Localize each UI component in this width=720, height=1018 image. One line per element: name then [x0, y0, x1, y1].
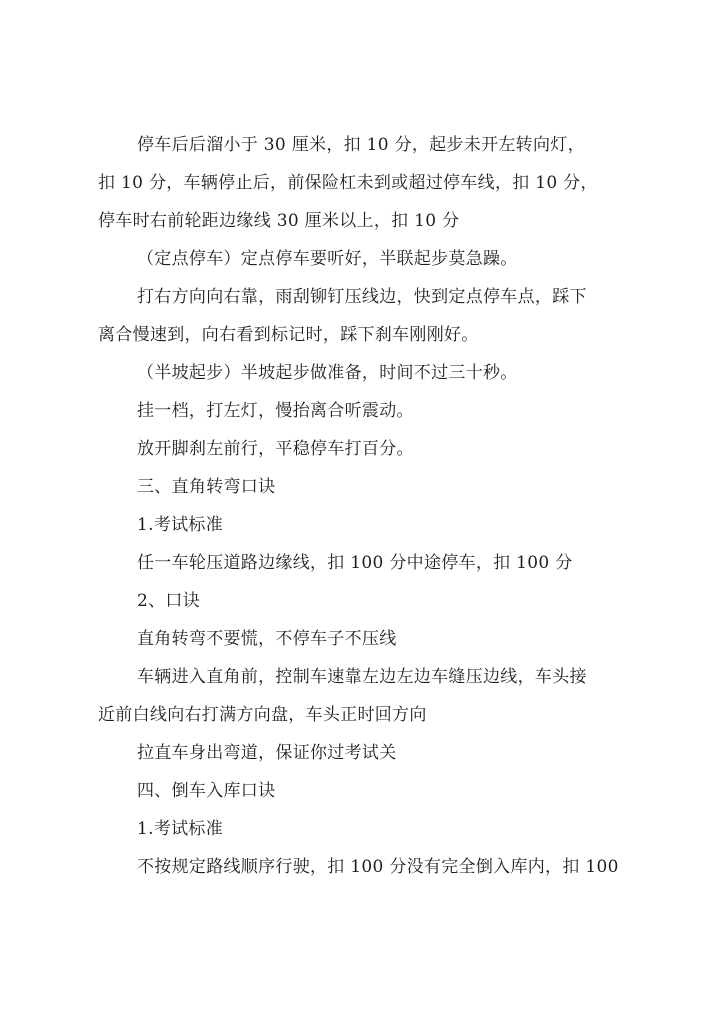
text-line-7: （半坡起步）半坡起步做准备，时间不过三十秒。	[137, 363, 518, 383]
text-line-12: 任一车轮压道路边缘线，扣 100 分中途停车，扣 100 分	[137, 553, 573, 573]
text-line-6: 离合慢速到，向右看到标记时，踩下刹车刚刚好。	[98, 325, 479, 345]
text-line-20: 不按规定路线顺序行驶，扣 100 分没有完全倒入库内，扣 100	[137, 857, 619, 877]
text-line-16: 近前白线向右打满方向盘，车头正时回方向	[98, 705, 427, 725]
text-line-8: 挂一档，打左灯，慢抬离合听震动。	[137, 401, 414, 421]
subheading-exam-standard-1: 1.考试标准	[137, 515, 224, 535]
text-line-17: 拉直车身出弯道，保证你过考试关	[137, 743, 397, 763]
section-heading-right-angle-turn: 三、直角转弯口诀	[137, 477, 276, 497]
text-line-3: 停车时右前轮距边缘线 30 厘米以上，扣 10 分	[98, 211, 460, 231]
text-line-2: 扣 10 分，车辆停止后，前保险杠未到或超过停车线，扣 10 分，	[98, 173, 598, 193]
text-line-15: 车辆进入直角前，控制车速靠左边左边车缝压边线，车头接	[137, 667, 587, 687]
subheading-mnemonic: 2、口诀	[137, 591, 201, 611]
text-line-9: 放开脚刹左前行，平稳停车打百分。	[137, 439, 414, 459]
section-heading-reverse-parking: 四、倒车入库口诀	[137, 781, 276, 801]
text-line-5: 打右方向向右靠，雨刮铆钉压线边，快到定点停车点，踩下	[137, 287, 587, 307]
text-line-4: （定点停车）定点停车要听好，半联起步莫急躁。	[137, 249, 518, 269]
text-line-14: 直角转弯不要慌，不停车子不压线	[137, 629, 397, 649]
subheading-exam-standard-2: 1.考试标准	[137, 819, 224, 839]
text-line-1: 停车后后溜小于 30 厘米，扣 10 分，起步未开左转向灯，	[137, 135, 585, 155]
